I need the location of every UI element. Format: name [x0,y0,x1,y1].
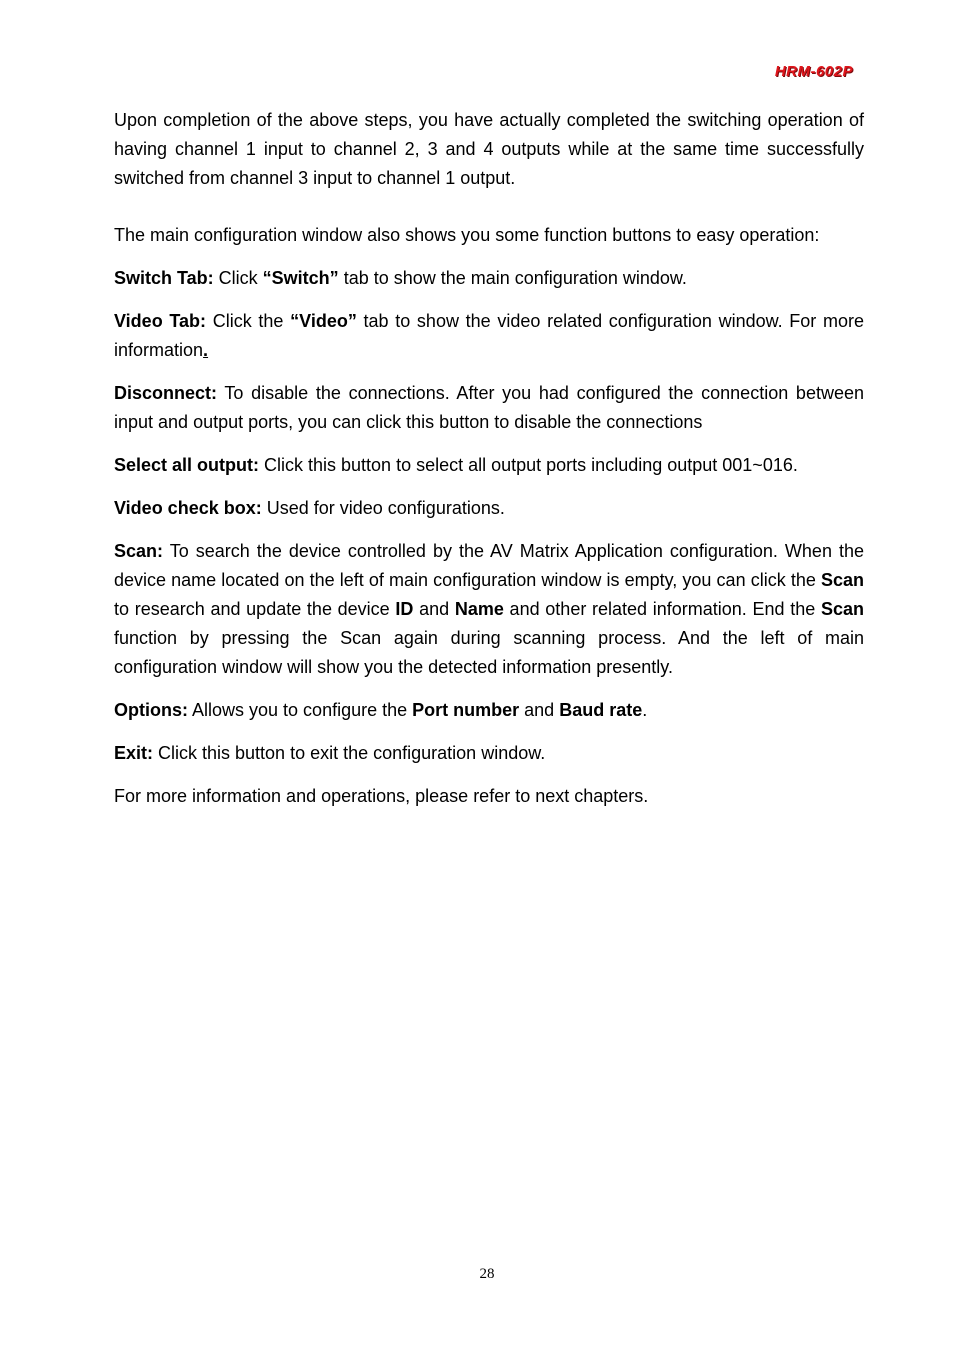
scan-paragraph [114,537,864,682]
video-tab-paragraph [114,307,864,365]
document-body [114,106,864,825]
term-disconnect: Disconnect: [114,383,218,403]
term-exit: Exit: [114,743,154,763]
intro-paragraph: Upon completion of the above steps, you have actually completed the switching operation of having channel 1 input to channel 2, 3 and 4 outputs while at the same time successfully switched from channel 3 input to channel 1 output. [114,110,864,188]
main-window-paragraph: The main configuration window also shows you some function buttons to easy operation: [114,225,820,245]
text: Click [213,268,263,288]
term-options: Options: [114,700,188,720]
more-info-paragraph: For more information and operations, please refer to next chapters. [114,786,649,806]
select-all-paragraph [114,451,864,480]
term-scan: Scan: [114,541,164,561]
text: . [642,700,648,720]
text: Used for video configurations. [261,498,505,518]
bold-port-number: Port number [412,700,520,720]
text: and [413,599,455,619]
text: Allows you to configure the [188,700,413,720]
bold-name: Name [454,599,504,619]
bold-scan: Scan [820,599,864,619]
text: tab to show the main configuration window. [338,268,687,288]
bold-baud-rate: Baud rate [559,700,643,720]
video-check-paragraph [114,494,864,523]
options-paragraph [114,696,864,725]
text: Click this button to exit the configuration window. [153,743,546,763]
text: To disable the connections. After you had configured the connection between input and output ports, you can click this button to disable the connections [114,383,864,432]
switch-tab-paragraph [114,264,864,293]
text: tab to show the video related configuration window. For more information [114,311,864,360]
underlined-period: . [203,340,209,360]
bold-video: “Video” [290,311,357,331]
text: Click this button to select all output ports including output 001~016. [259,455,798,475]
text: Click the [206,311,291,331]
exit-paragraph [114,739,864,768]
term-select-all: Select all output: [114,455,260,475]
bold-id: ID [395,599,414,619]
bold-scan: Scan [820,570,864,590]
model-header: HRM-602P [774,63,853,80]
text: function by pressing the Scan again during scanning process. And the left of main configuration window will show you the detected information presently. [114,628,864,677]
term-video-tab: Video Tab: [114,311,207,331]
page-number: 28 [479,1266,495,1282]
text: and [519,700,560,720]
text: To search the device controlled by the AV Matrix Application configuration. When the device name located on the left of main configuration window is empty, you can click the [114,541,864,590]
bold-switch: “Switch” [262,268,339,288]
term-switch-tab: Switch Tab: [114,268,214,288]
text: to research and update the device [114,599,396,619]
text: and other related information. End the [503,599,821,619]
disconnect-paragraph [114,379,864,437]
term-video-check: Video check box: [114,498,262,518]
